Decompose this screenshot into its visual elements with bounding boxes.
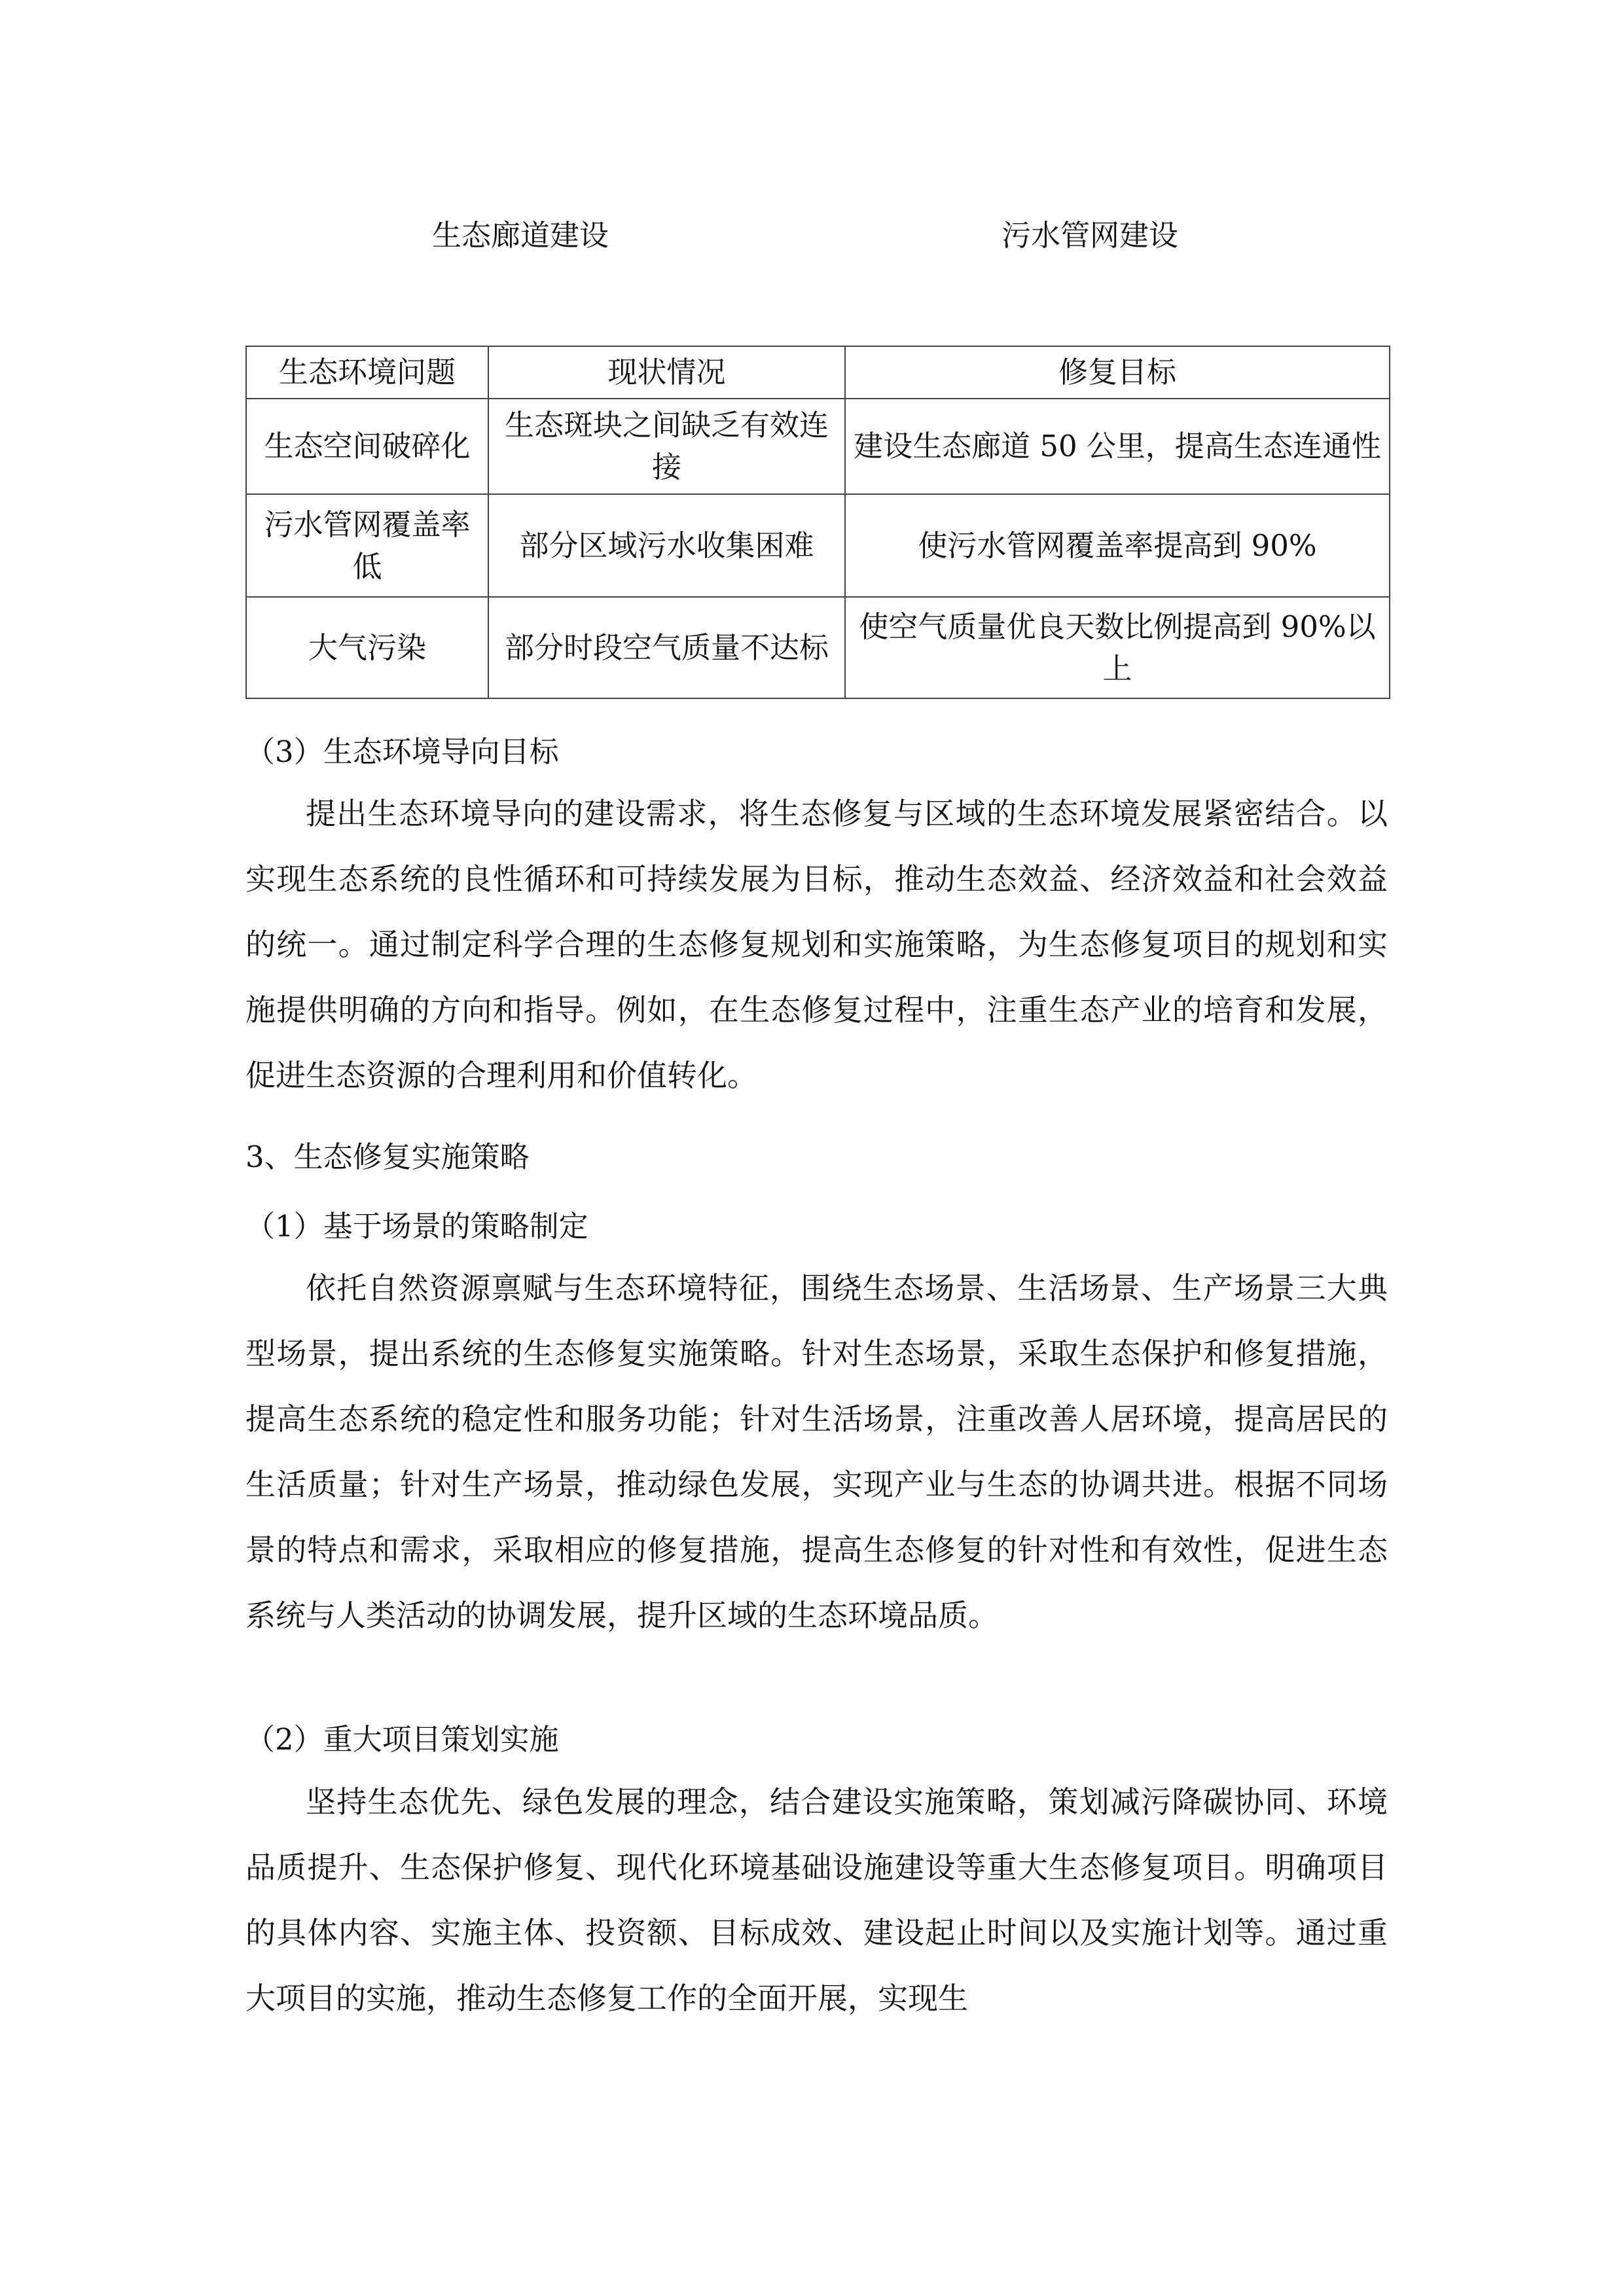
section-heading-major-projects: （2）重大项目策划实施: [245, 1722, 559, 1757]
table-row: [246, 399, 1390, 494]
table-cell: 生态斑块之间缺乏有效连接: [488, 399, 845, 494]
table-header-cell: 修复目标: [845, 346, 1390, 399]
figure-captions: [242, 213, 1381, 259]
table-row: [246, 494, 1390, 597]
table-header-row: [246, 346, 1390, 399]
table-cell: 部分区域污水收集困难: [488, 494, 845, 597]
section-heading-scenario-strategy: （1）基于场景的策略制定: [245, 1209, 588, 1244]
caption-sewage-network: 污水管网建设: [1001, 218, 1179, 253]
table-cell: 使空气质量优良天数比例提高到 90%以上: [845, 597, 1390, 698]
paragraph-scenario-strategy: 依托自然资源禀赋与生态环境特征，围绕生态场景、生活场景、生产场景三大典型场景，提出系统的生态修复实施策略。针对生态场景，采取生态保护和修复措施，提高生态系统的稳定性和服务功能；针对生活场景，注重改善人居环境，提高居民的生活质量；针对生产场景，推动绿色发展，实现产业与生态的协调共进。根据不同场景的特点和需求，采取相应的修复措施，提高生态修复的针对性和有效性，促进生态系统与人类活动的协调发展，提升区域的生态环境品质。: [245, 1270, 1388, 1633]
table-cell: 部分时段空气质量不达标: [488, 597, 845, 698]
table-cell: 生态空间破碎化: [246, 399, 488, 494]
paragraph-eco-goal: 提出生态环境导向的建设需求，将生态修复与区域的生态环境发展紧密结合。以实现生态系统的良性循环和可持续发展为目标，推动生态效益、经济效益和社会效益的统一。通过制定科学合理的生态修复规划和实施策略，为生态修复项目的规划和实施提供明确的方向和指导。例如，在生态修复过程中，注重生态产业的培育和发展，促进生态资源的合理利用和价值转化。: [245, 796, 1388, 1093]
section-heading-eco-goal: （3）生态环境导向目标: [245, 734, 559, 769]
caption-ecological-corridor: 生态廊道建设: [432, 218, 609, 253]
table-row: [246, 597, 1390, 698]
table-cell: 建设生态廊道 50 公里，提高生态连通性: [845, 399, 1390, 494]
table-cell: 大气污染: [246, 597, 488, 698]
section-heading-implementation: 3、生态修复实施策略: [245, 1139, 530, 1174]
paragraph-major-projects: 坚持生态优先、绿色发展的理念，结合建设实施策略，策划减污降碳协同、环境品质提升、生态保护修复、现代化环境基础设施建设等重大生态修复项目。明确项目的具体内容、实施主体、投资额、目标成效、建设起止时间以及实施计划等。通过重大项目的实施，推动生态修复工作的全面开展，实现生: [245, 1784, 1388, 2016]
table-header-cell: 生态环境问题: [246, 346, 488, 399]
table-cell: 使污水管网覆盖率提高到 90%: [845, 494, 1390, 597]
ecological-issues-table: [245, 346, 1390, 699]
table-cell: 污水管网覆盖率低: [246, 494, 488, 597]
table-header-cell: 现状情况: [488, 346, 845, 399]
